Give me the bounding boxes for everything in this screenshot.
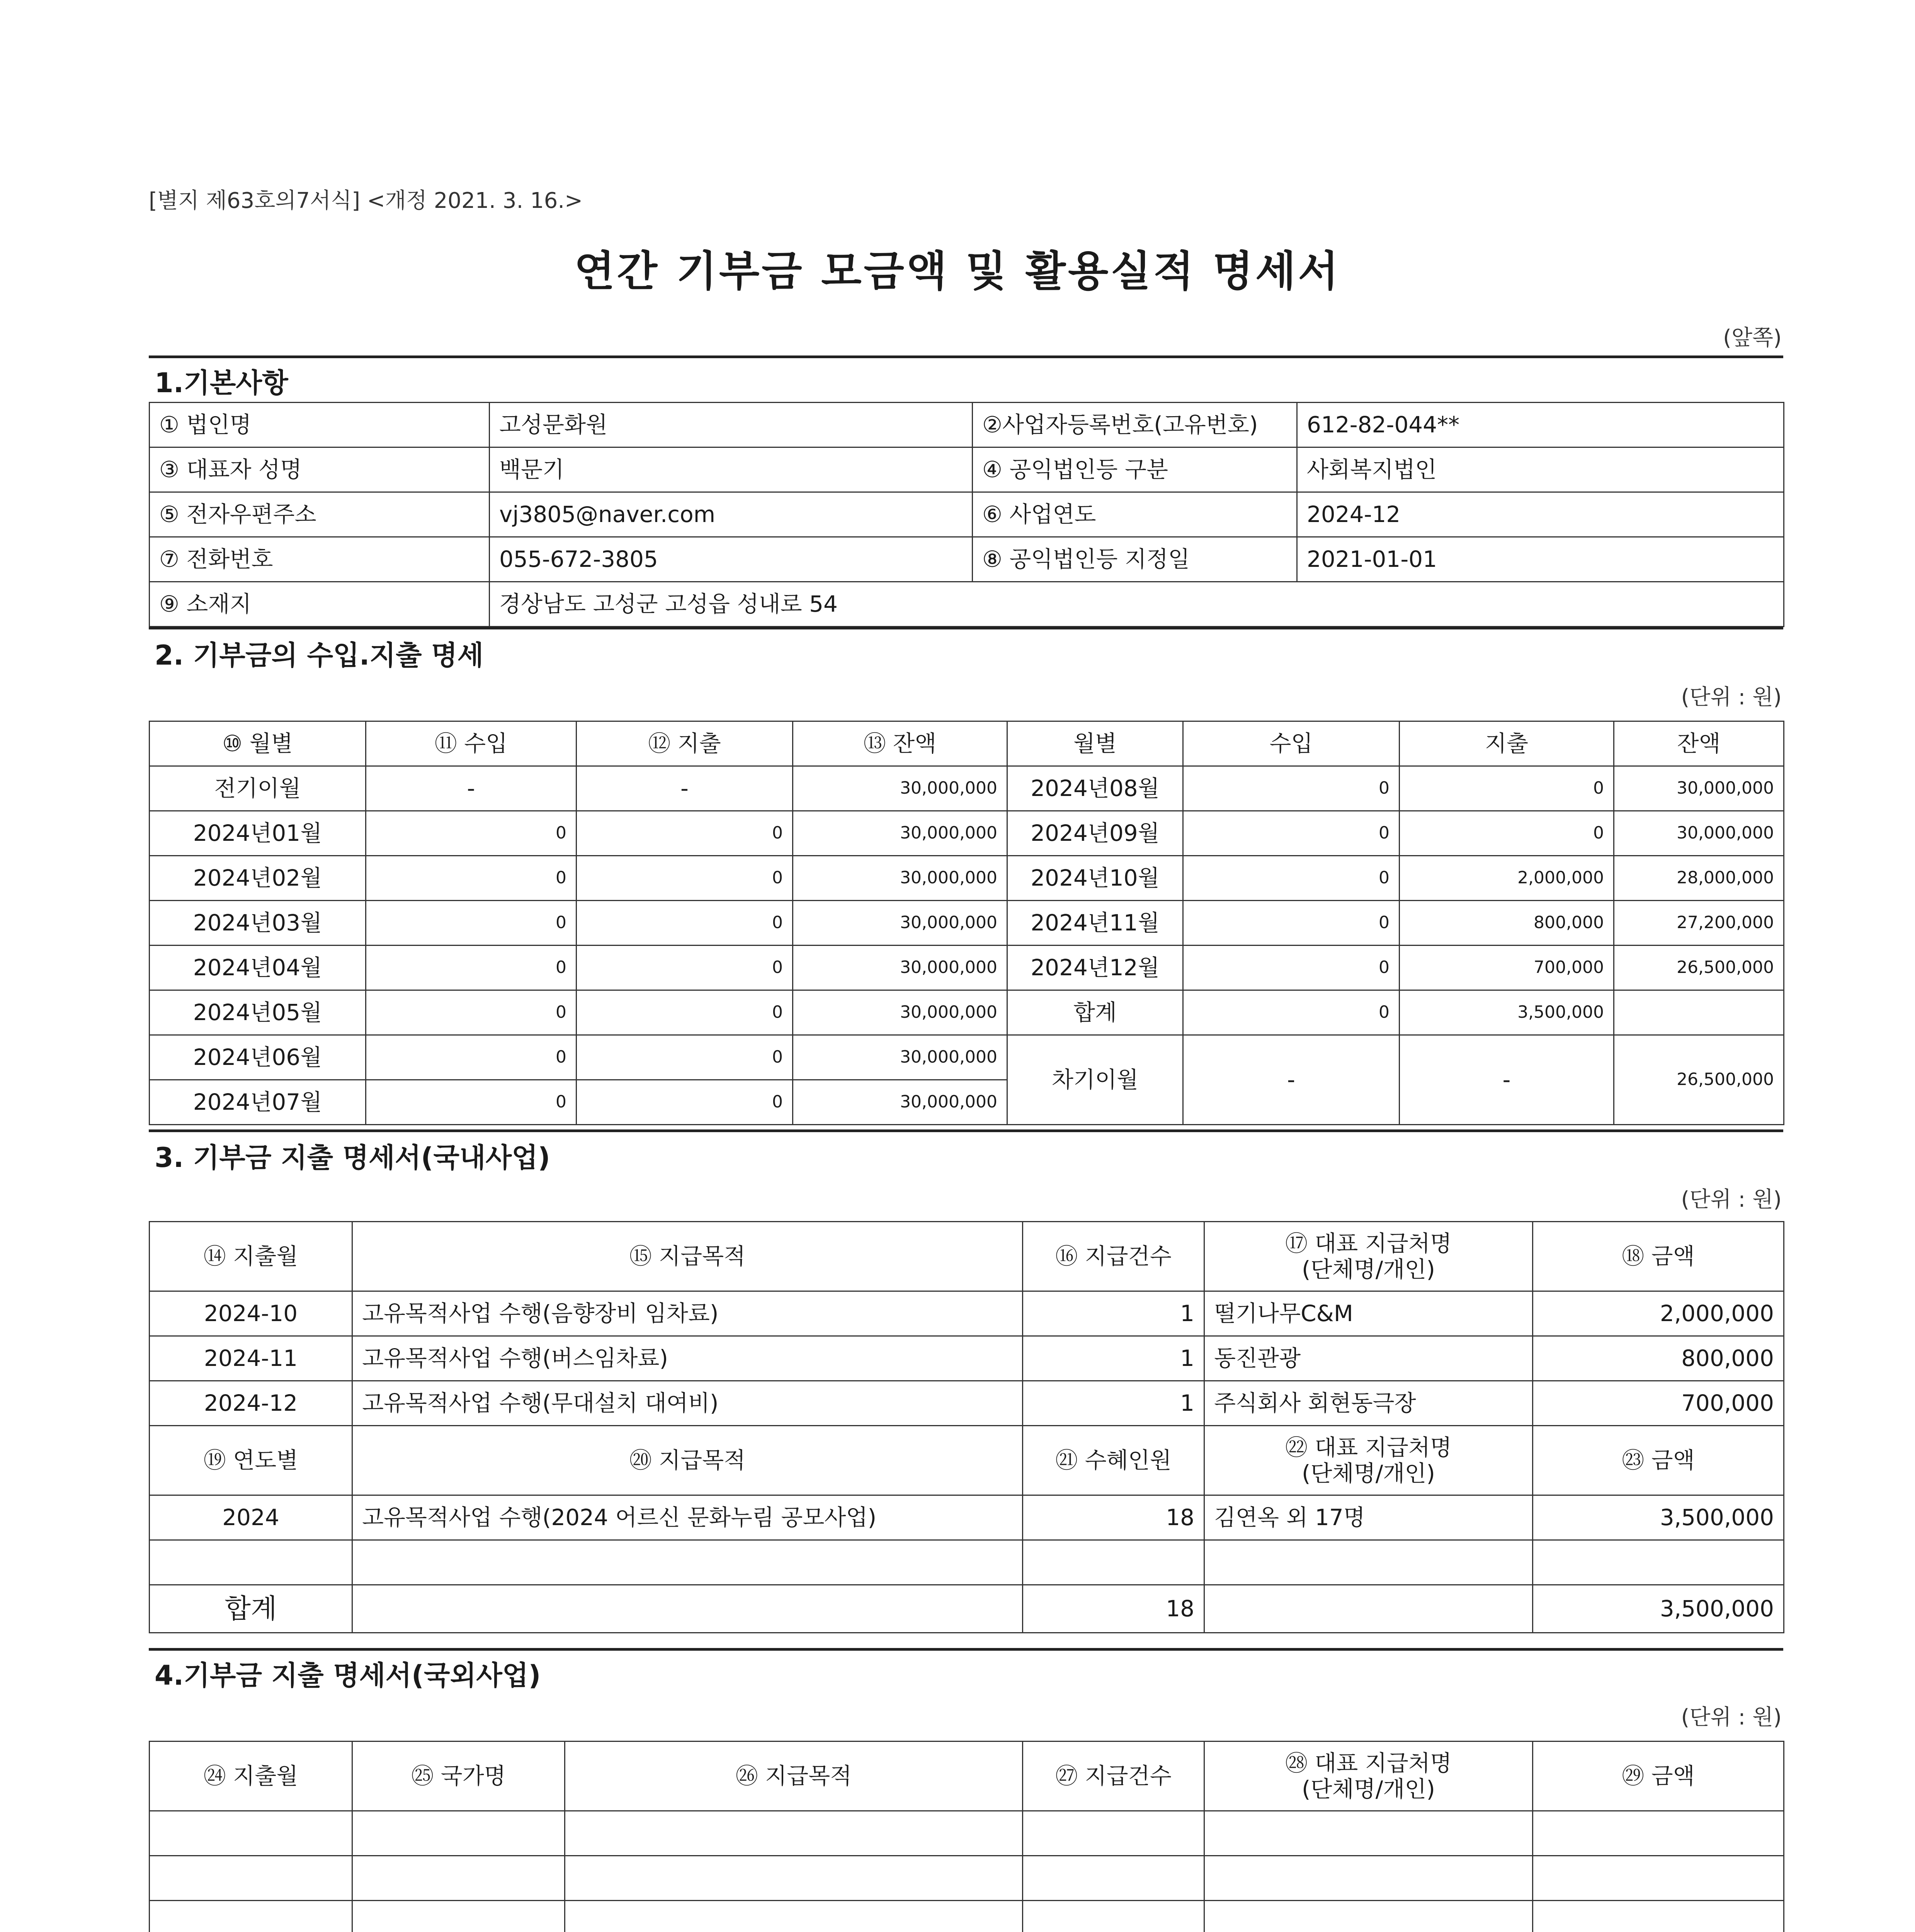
empty-cell xyxy=(1204,1585,1533,1633)
empty-cell xyxy=(1204,1540,1533,1585)
payee-header: ㉘ 대표 지급처명 xyxy=(1285,1750,1452,1776)
month-cell: 2024년01월 xyxy=(150,811,366,856)
payee-subheader: (단체명/개인) xyxy=(1302,1776,1435,1802)
income-cell: 0 xyxy=(366,1035,577,1080)
expense-cell: 700,000 xyxy=(1400,946,1614,990)
payee-header: ㉒ 대표 지급처명 xyxy=(1285,1434,1452,1461)
empty-cell xyxy=(1204,1901,1533,1932)
table-row xyxy=(150,492,1784,537)
column-header: ㉔ 지출월 xyxy=(150,1742,352,1811)
income-cell: 0 xyxy=(1183,811,1400,856)
balance-cell: 26,500,000 xyxy=(1614,946,1784,990)
unit-label: (단위 : 원) xyxy=(1681,685,1782,710)
column-header: ㉖ 지급목적 xyxy=(565,1742,1023,1811)
income-cell: 0 xyxy=(1183,990,1400,1035)
month-cell: 2024년06월 xyxy=(150,1035,366,1080)
income-cell: 0 xyxy=(1183,901,1400,946)
empty-cell xyxy=(1023,1901,1204,1932)
empty-cell xyxy=(565,1901,1023,1932)
income-expense-table xyxy=(149,721,1784,1125)
payee-subheader: (단체명/개인) xyxy=(1302,1460,1435,1486)
table-row xyxy=(150,447,1784,492)
total-row xyxy=(150,1585,1784,1633)
empty-cell xyxy=(352,1856,565,1901)
income-cell: 0 xyxy=(366,1080,577,1125)
total-amount: 3,500,000 xyxy=(1533,1585,1784,1633)
balance-cell: 30,000,000 xyxy=(793,856,1007,901)
expense-cell: 800,000 xyxy=(1400,901,1614,946)
balance-cell xyxy=(1614,990,1784,1035)
form-reference: [별지 제63호의7서식] <개정 2021. 3. 16.> xyxy=(149,188,583,213)
expense-cell: 0 xyxy=(577,901,793,946)
column-header: ⑱ 금액 xyxy=(1533,1222,1784,1291)
expense-cell: 0 xyxy=(577,811,793,856)
section-divider xyxy=(149,355,1783,358)
expense-cell: 0 xyxy=(577,1035,793,1080)
total-label: 합계 xyxy=(150,1585,352,1633)
section-divider xyxy=(149,1648,1783,1651)
table-header-row xyxy=(150,1426,1784,1495)
empty-cell xyxy=(352,1901,565,1932)
column-header: 월별 xyxy=(1007,721,1183,766)
payee-name: 주식회사 회현동극장 xyxy=(1204,1381,1533,1426)
section2-title: 2. 기부금의 수입.지출 명세 xyxy=(155,639,484,671)
income-cell: 0 xyxy=(1183,856,1400,901)
payee-subheader: (단체명/개인) xyxy=(1302,1256,1435,1282)
empty-cell xyxy=(1533,1811,1784,1856)
field-value: 사회복지법인 xyxy=(1297,447,1784,492)
month-cell: 2024년05월 xyxy=(150,990,366,1035)
balance-cell: 30,000,000 xyxy=(793,946,1007,990)
expense-cell: 0 xyxy=(1400,766,1614,811)
payment-purpose: 고유목적사업 수행(2024 어르신 문화누림 공모사업) xyxy=(352,1495,1023,1540)
column-header xyxy=(1204,1742,1533,1811)
table-row xyxy=(150,1495,1784,1540)
column-header: ㉗ 지급건수 xyxy=(1023,1742,1204,1811)
income-cell: 0 xyxy=(1183,946,1400,990)
expense-cell: 0 xyxy=(577,946,793,990)
amount: 2,000,000 xyxy=(1533,1291,1784,1336)
payment-count: 1 xyxy=(1023,1381,1204,1426)
expense-cell: - xyxy=(577,766,793,811)
expense-month: 2024-11 xyxy=(150,1336,352,1381)
column-header: ⑮ 지급목적 xyxy=(352,1222,1023,1291)
empty-cell xyxy=(1533,1856,1784,1901)
table-row xyxy=(150,537,1784,582)
overseas-expense-table xyxy=(149,1741,1784,1932)
unit-label: (단위 : 원) xyxy=(1681,1187,1782,1212)
table-row xyxy=(150,1336,1784,1381)
amount: 800,000 xyxy=(1533,1336,1784,1381)
empty-cell xyxy=(565,1856,1023,1901)
field-value: 백문기 xyxy=(490,447,973,492)
table-row xyxy=(150,811,1784,856)
payment-purpose: 고유목적사업 수행(무대설치 대여비) xyxy=(352,1381,1023,1426)
table-row xyxy=(150,1811,1784,1856)
address-value: 경상남도 고성군 고성읍 성내로 54 xyxy=(490,582,1784,627)
income-cell: 0 xyxy=(366,946,577,990)
payee-name: 동진관광 xyxy=(1204,1336,1533,1381)
unit-label: (단위 : 원) xyxy=(1681,1705,1782,1730)
section4-title: 4.기부금 지출 명세서(국외사업) xyxy=(155,1660,541,1691)
field-label: ⑨ 소재지 xyxy=(150,582,490,627)
empty-cell xyxy=(352,1585,1023,1633)
field-value: 2021-01-01 xyxy=(1297,537,1784,582)
table-row xyxy=(150,403,1784,447)
year-cell: 2024 xyxy=(150,1495,352,1540)
amount: 700,000 xyxy=(1533,1381,1784,1426)
table-header-row xyxy=(150,721,1784,766)
column-header: 수입 xyxy=(1183,721,1400,766)
month-cell: 2024년04월 xyxy=(150,946,366,990)
field-label: ⑧ 공익법인등 지정일 xyxy=(973,537,1297,582)
income-cell: - xyxy=(1183,1035,1400,1125)
empty-cell xyxy=(150,1811,352,1856)
table-row xyxy=(150,856,1784,901)
payee-name: 떨기나무C&M xyxy=(1204,1291,1533,1336)
column-header: ⑲ 연도별 xyxy=(150,1426,352,1495)
column-header: ㉙ 금액 xyxy=(1533,1742,1784,1811)
empty-cell xyxy=(150,1540,352,1585)
column-header: ⑯ 지급건수 xyxy=(1023,1222,1204,1291)
empty-cell xyxy=(1023,1811,1204,1856)
balance-cell: 30,000,000 xyxy=(793,990,1007,1035)
income-cell: 0 xyxy=(366,901,577,946)
expense-cell: 0 xyxy=(577,990,793,1035)
payment-purpose: 고유목적사업 수행(음향장비 임차료) xyxy=(352,1291,1023,1336)
field-value: 612-82-044** xyxy=(1297,403,1784,447)
column-header: ⑬ 잔액 xyxy=(793,721,1007,766)
section-divider xyxy=(149,627,1783,629)
total-label: 합계 xyxy=(1007,990,1183,1035)
month-cell: 전기이월 xyxy=(150,766,366,811)
month-cell: 2024년09월 xyxy=(1007,811,1183,856)
expense-month: 2024-12 xyxy=(150,1381,352,1426)
field-label: ⑦ 전화번호 xyxy=(150,537,490,582)
field-label: ① 법인명 xyxy=(150,403,490,447)
balance-cell: 30,000,000 xyxy=(793,1080,1007,1125)
field-value: vj3805@naver.com xyxy=(490,492,973,537)
column-header: ㉓ 금액 xyxy=(1533,1426,1784,1495)
table-row xyxy=(150,946,1784,990)
empty-cell xyxy=(1204,1811,1533,1856)
expense-cell: - xyxy=(1400,1035,1614,1125)
page-side-label: (앞쪽) xyxy=(1723,325,1782,350)
table-row xyxy=(150,766,1784,811)
column-header: 지출 xyxy=(1400,721,1614,766)
balance-cell: 30,000,000 xyxy=(1614,766,1784,811)
month-cell: 2024년10월 xyxy=(1007,856,1183,901)
column-header: ⑭ 지출월 xyxy=(150,1222,352,1291)
section1-title: 1.기본사항 xyxy=(155,367,288,399)
empty-cell xyxy=(352,1811,565,1856)
empty-cell xyxy=(150,1901,352,1932)
column-header: ⑩ 월별 xyxy=(150,721,366,766)
balance-cell: 30,000,000 xyxy=(793,811,1007,856)
empty-cell xyxy=(1023,1856,1204,1901)
column-header: ㉑ 수혜인원 xyxy=(1023,1426,1204,1495)
column-header: 잔액 xyxy=(1614,721,1784,766)
total-count: 18 xyxy=(1023,1585,1204,1633)
income-cell: 0 xyxy=(366,990,577,1035)
expense-cell: 0 xyxy=(577,856,793,901)
field-value: 2024-12 xyxy=(1297,492,1784,537)
balance-cell: 30,000,000 xyxy=(1614,811,1784,856)
empty-cell xyxy=(352,1540,1023,1585)
table-row xyxy=(150,990,1784,1035)
column-header: ㉕ 국가명 xyxy=(352,1742,565,1811)
expense-cell: 0 xyxy=(1400,811,1614,856)
payee-name: 김연옥 외 17명 xyxy=(1204,1495,1533,1540)
income-cell: - xyxy=(366,766,577,811)
month-cell: 2024년11월 xyxy=(1007,901,1183,946)
field-label: ②사업자등록번호(고유번호) xyxy=(973,403,1297,447)
expense-cell: 3,500,000 xyxy=(1400,990,1614,1035)
section-divider xyxy=(149,1129,1783,1132)
table-row xyxy=(150,1035,1784,1080)
table-row xyxy=(150,1381,1784,1426)
table-row xyxy=(150,582,1784,627)
payment-purpose: 고유목적사업 수행(버스임차료) xyxy=(352,1336,1023,1381)
table-row xyxy=(150,1856,1784,1901)
beneficiary-count: 18 xyxy=(1023,1495,1204,1540)
balance-cell: 26,500,000 xyxy=(1614,1035,1784,1125)
payment-count: 1 xyxy=(1023,1291,1204,1336)
table-header-row xyxy=(150,1742,1784,1811)
column-header xyxy=(1204,1426,1533,1495)
empty-cell xyxy=(1204,1856,1533,1901)
field-label: ④ 공익법인등 구분 xyxy=(973,447,1297,492)
income-cell: 0 xyxy=(366,811,577,856)
empty-cell xyxy=(1533,1540,1784,1585)
amount: 3,500,000 xyxy=(1533,1495,1784,1540)
balance-cell: 30,000,000 xyxy=(793,766,1007,811)
expense-cell: 0 xyxy=(577,1080,793,1125)
table-header-row xyxy=(150,1222,1784,1291)
payee-header: ⑰ 대표 지급처명 xyxy=(1285,1230,1452,1257)
month-cell: 2024년02월 xyxy=(150,856,366,901)
income-cell: 0 xyxy=(366,856,577,901)
carry-forward-label: 차기이월 xyxy=(1007,1035,1183,1125)
balance-cell: 27,200,000 xyxy=(1614,901,1784,946)
month-cell: 2024년07월 xyxy=(150,1080,366,1125)
table-row xyxy=(150,1291,1784,1336)
column-header xyxy=(1204,1222,1533,1291)
balance-cell: 30,000,000 xyxy=(793,1035,1007,1080)
column-header: ⑳ 지급목적 xyxy=(352,1426,1023,1495)
expense-month: 2024-10 xyxy=(150,1291,352,1336)
table-row xyxy=(150,1901,1784,1932)
empty-cell xyxy=(1023,1540,1204,1585)
table-row xyxy=(150,901,1784,946)
field-label: ⑥ 사업연도 xyxy=(973,492,1297,537)
empty-cell xyxy=(1533,1901,1784,1932)
field-label: ⑤ 전자우편주소 xyxy=(150,492,490,537)
expense-cell: 2,000,000 xyxy=(1400,856,1614,901)
month-cell: 2024년08월 xyxy=(1007,766,1183,811)
basic-info-table xyxy=(149,402,1784,627)
field-label: ③ 대표자 성명 xyxy=(150,447,490,492)
column-header: ⑫ 지출 xyxy=(577,721,793,766)
section3-title: 3. 기부금 지출 명세서(국내사업) xyxy=(155,1142,550,1173)
domestic-expense-table xyxy=(149,1221,1784,1633)
empty-cell xyxy=(150,1856,352,1901)
payment-count: 1 xyxy=(1023,1336,1204,1381)
balance-cell: 30,000,000 xyxy=(793,901,1007,946)
field-value: 055-672-3805 xyxy=(490,537,973,582)
table-row xyxy=(150,1540,1784,1585)
empty-cell xyxy=(565,1811,1023,1856)
column-header: ⑪ 수입 xyxy=(366,721,577,766)
month-cell: 2024년12월 xyxy=(1007,946,1183,990)
month-cell: 2024년03월 xyxy=(150,901,366,946)
balance-cell: 28,000,000 xyxy=(1614,856,1784,901)
field-value: 고성문화원 xyxy=(490,403,973,447)
income-cell: 0 xyxy=(1183,766,1400,811)
page-title: 연간 기부금 모금액 및 활용실적 명세서 xyxy=(574,247,1341,296)
